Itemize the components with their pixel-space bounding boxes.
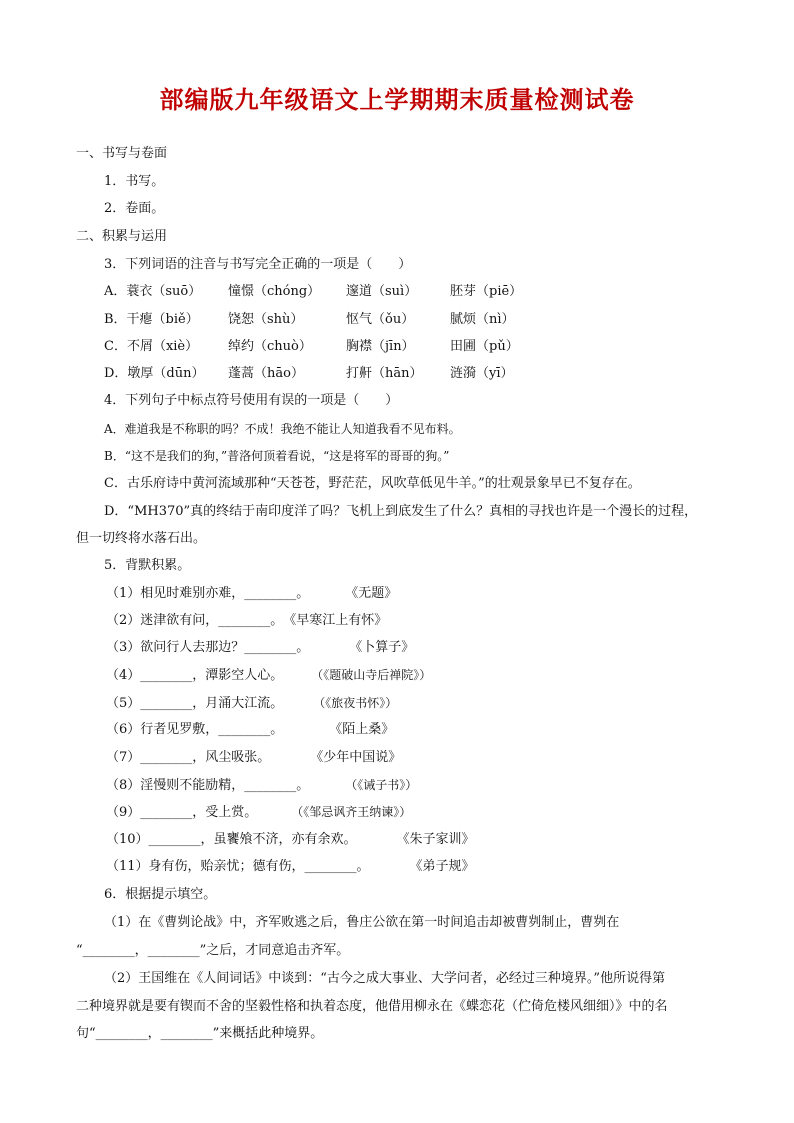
q5-item-text: （10）________，虽饔飧不济，亦有余欢。 [106, 832, 357, 847]
q3-c-word-4: 田圃（pǔ） [450, 339, 519, 354]
q5-item-text: （1）相见时难别亦难，________。 [106, 586, 310, 601]
q5-item-6 [106, 721, 394, 739]
q5-item-text: （6）行者见罗敷，________。 [106, 722, 284, 737]
q6-part1-line-2: “________，________”之后，才同意追击齐军。 [76, 943, 350, 958]
q4-option-b: B．“这不是我们的狗，”普洛何顶着看说，“这是将军的哥哥的狗。” [104, 449, 450, 463]
q3-a-word-3: 邃道（suì） [346, 284, 418, 299]
q5-item-text: （4）________，潭影空人心。 [106, 668, 284, 683]
q6-stem: 6．根据提示填空。 [104, 887, 217, 902]
q5-item-text: （3）欲问行人去那边？________。 [106, 640, 310, 655]
q5-stem: 5．背默积累。 [104, 558, 191, 573]
page-title: 部编版九年级语文上学期期末质量检测试卷 [159, 86, 635, 114]
section-heading-1: 一、书写与卷面 [76, 146, 168, 161]
q3-b-word-2: 饶恕（shù） [228, 312, 304, 327]
q3-c-word-2: 绰约（chuò） [228, 339, 312, 354]
q4-stem: 4．下列句子中标点符号使用有误的一项是（ ） [104, 393, 399, 408]
q5-item-text: （8）淫慢则不能励精，________。 [106, 778, 310, 793]
q5-item-8 [106, 776, 417, 795]
q3-c-word-1: C．不屑（xiè） [104, 339, 199, 354]
q3-option-d [104, 365, 560, 383]
q5-item-source: 《无题》 [345, 586, 398, 601]
q5-item-11 [106, 858, 475, 876]
q6-part2-line-3: 句“________，________”来概括此种境界。 [76, 1026, 324, 1041]
q5-item-text: （7）________，风尘吸张。 [106, 750, 271, 765]
q5-item-text: （5）________，月涌大江流。 [106, 696, 284, 711]
q3-a-word-1: A．蓑衣（suō） [104, 284, 202, 299]
q5-item-4 [106, 666, 431, 685]
q6-part2-line-1: （2）王国维在《人间词话》中谈到：“古今之成大事业、大学问者，必经过三种境界。”他所说得第 [104, 971, 666, 986]
q5-item-source: 《弟子规》 [409, 859, 475, 874]
q5-item-text: （11）身有伤，贻亲忧；德有伤，________。 [106, 859, 370, 874]
q3-option-b [104, 311, 560, 329]
item-neatness: 2．卷面。 [104, 201, 165, 216]
q5-item-source: （《旅夜书怀》） [313, 696, 398, 710]
q5-item-source: （《题破山寺后禅院》） [311, 668, 432, 682]
q5-item-source: 《陌上桑》 [329, 722, 395, 737]
q3-b-word-3: 怄气（ǒu） [346, 312, 415, 327]
q3-d-word-3: 打鼾（hān） [346, 366, 423, 381]
q4-option-d-line-2: 但一切终将水落石出。 [76, 531, 207, 546]
q3-d-word-2: 蓬蒿（hāo） [228, 366, 304, 381]
item-handwriting: 1．书写。 [104, 174, 165, 189]
q5-item-7 [106, 749, 401, 767]
q4-option-c: C．古乐府诗中黄河流域那种“天苍苍，野茫茫，风吹草低见牛羊。”的壮观景象早已不复存在。 [104, 476, 641, 491]
q5-item-source: （《邹忌讽齐王纳谏》） [291, 805, 412, 819]
q4-option-a: A．难道我是不称职的吗？不成！我绝不能让人知道我看不见布料。 [104, 422, 461, 436]
q5-item-1 [106, 585, 397, 603]
q3-d-word-4: 涟漪（yī） [450, 366, 514, 381]
q6-part2-line-2: 二种境界就是要有锲而不舍的坚毅性格和执着态度，他借用柳永在《蝶恋花（伫倚危楼风细细）》中的名 [76, 999, 668, 1014]
q5-item-text: （9）________，受上赏。 [106, 805, 258, 820]
q6-part1-line-1: （1）在《曹刿论战》中，齐军败逃之后，鲁庄公欲在第一时间追击却被曹刿制止，曹刿在 [104, 915, 620, 930]
q3-b-word-1: B．干瘪（biě） [104, 312, 199, 327]
q5-item-source: （《诫子书》） [345, 778, 418, 792]
q5-item-source: 《早寒江上有怀》 [283, 613, 388, 628]
q3-d-word-1: D．墩厚（dūn） [104, 366, 205, 381]
q5-item-source: 《朱子家训》 [396, 832, 475, 847]
q5-item-2 [106, 612, 387, 630]
q3-a-word-2: 憧憬（chóng） [228, 284, 321, 299]
q3-option-c [104, 338, 560, 356]
q3-stem: 3．下列词语的注音与书写完全正确的一项是（ ） [104, 257, 412, 272]
q5-item-3 [106, 639, 414, 657]
q5-item-5 [106, 694, 397, 713]
q3-c-word-3: 胸襟（jīn） [346, 339, 415, 354]
q3-b-word-4: 腻烦（nì） [450, 312, 515, 327]
q5-item-9 [106, 803, 411, 822]
q3-a-word-4: 胚芽（piē） [450, 284, 523, 299]
q5-item-source: 《卜算子》 [349, 640, 415, 655]
q3-option-a [104, 283, 560, 301]
q5-item-10 [106, 831, 475, 849]
section-heading-2: 二、积累与运用 [76, 229, 168, 244]
q4-option-d-line-1: D．“MH370”真的终结于南印度洋了吗？飞机上到底发生了什么？真相的寻找也许是一个漫长的过程， [104, 504, 698, 519]
q5-item-source: 《少年中国说》 [310, 750, 402, 765]
q5-item-text: （2）迷津欲有问，________。 [106, 613, 284, 628]
